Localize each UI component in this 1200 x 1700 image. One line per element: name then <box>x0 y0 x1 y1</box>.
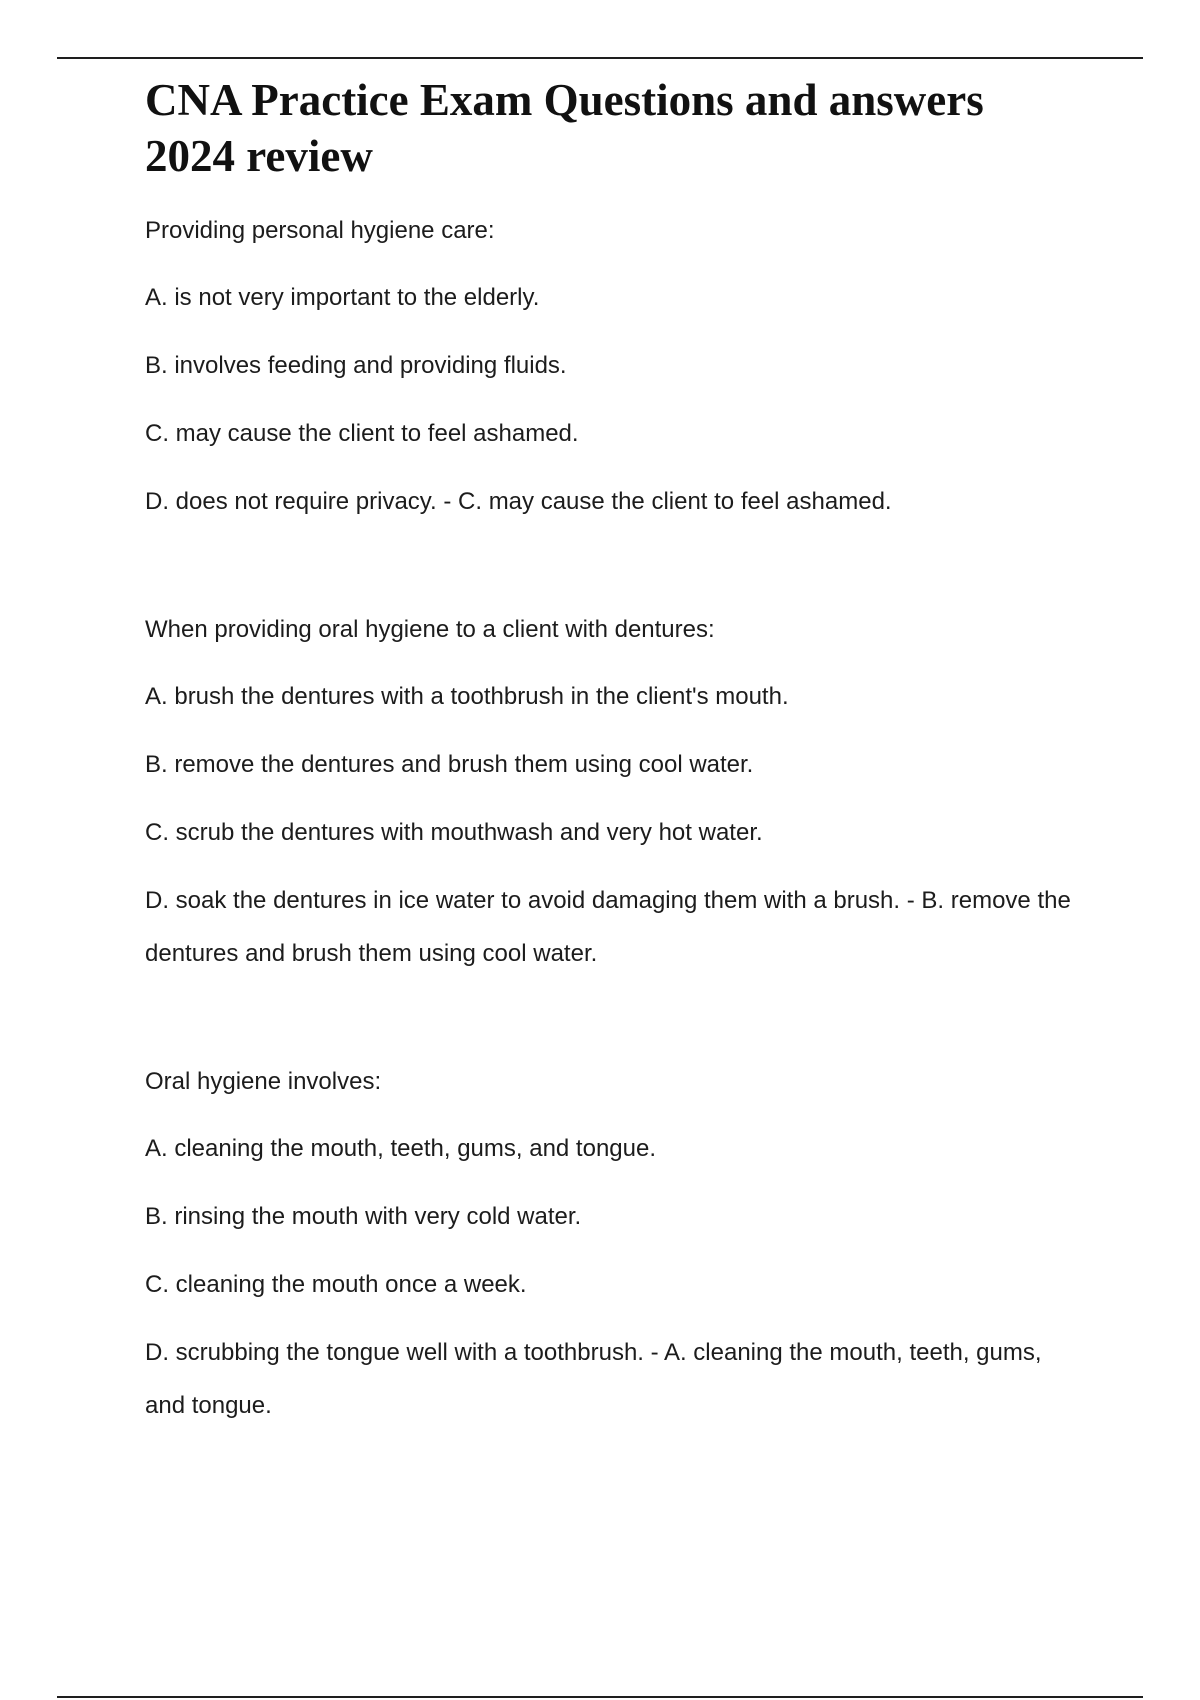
answer-option: B. rinsing the mouth with very cold water. <box>145 1203 582 1230</box>
question-3 <box>145 1055 1080 1432</box>
question-2 <box>145 603 1080 980</box>
question-spacer <box>145 543 1080 603</box>
document-title: CNA Practice Exam Questions and answers 2024 review <box>145 75 984 181</box>
answer-option: D. soak the dentures in ice water to avoid damaging them with a brush. - B. remove the dentures and brush them using cool water. <box>145 887 1071 967</box>
question-spacer <box>145 995 1080 1055</box>
question-prompt: Oral hygiene involves: <box>145 1068 382 1095</box>
bottom-rule <box>57 1696 1143 1698</box>
question-prompt: Providing personal hygiene care: <box>145 217 495 244</box>
answer-option: A. cleaning the mouth, teeth, gums, and tongue. <box>145 1135 657 1162</box>
answer-option: C. may cause the client to feel ashamed. <box>145 420 579 447</box>
top-rule <box>57 57 1143 59</box>
answer-option: A. is not very important to the elderly. <box>145 284 540 311</box>
answer-option: A. brush the dentures with a toothbrush in the client's mouth. <box>145 683 789 710</box>
document-body <box>145 72 1080 1447</box>
answer-option: C. cleaning the mouth once a week. <box>145 1271 527 1298</box>
answer-option: B. remove the dentures and brush them using cool water. <box>145 751 754 778</box>
question-1 <box>145 204 1080 528</box>
answer-option: B. involves feeding and providing fluids. <box>145 352 567 379</box>
answer-option: C. scrub the dentures with mouthwash and very hot water. <box>145 819 763 846</box>
question-prompt: When providing oral hygiene to a client with dentures: <box>145 616 715 643</box>
answer-option: D. scrubbing the tongue well with a toothbrush. - A. cleaning the mouth, teeth, gums, and tongue. <box>145 1339 1042 1419</box>
answer-option: D. does not require privacy. - C. may cause the client to feel ashamed. <box>145 488 892 515</box>
